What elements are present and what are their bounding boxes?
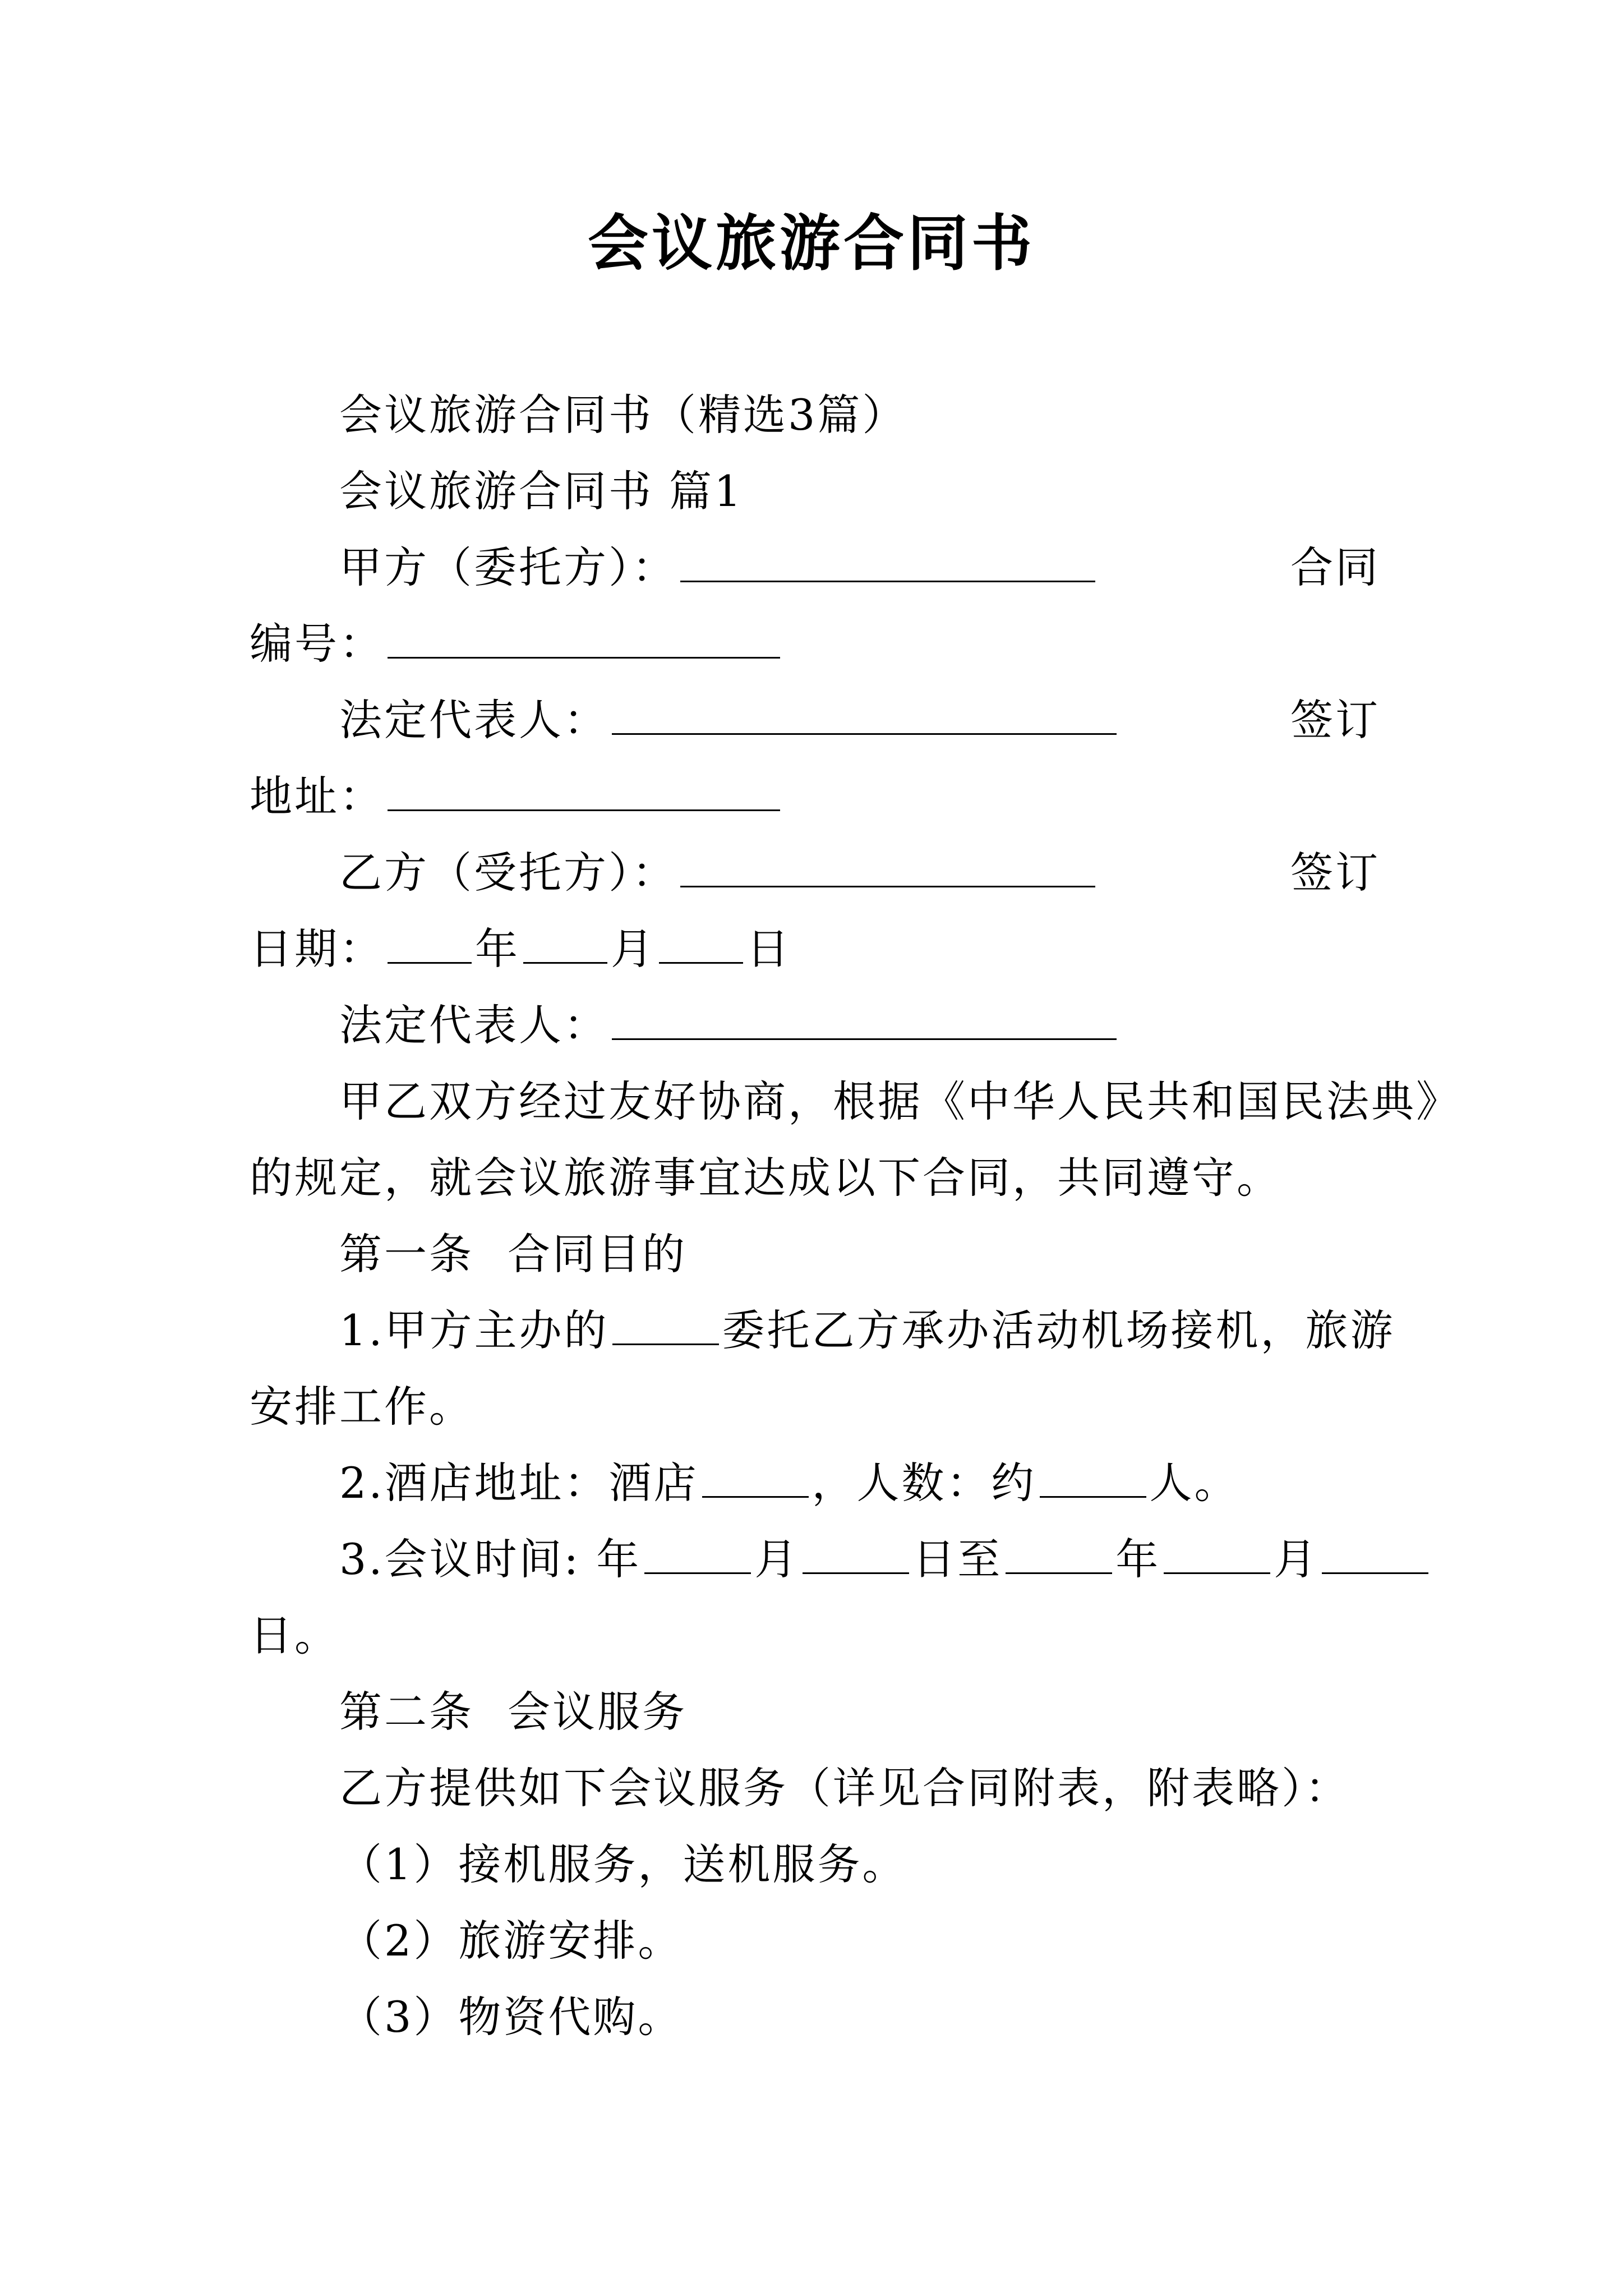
article-2-no: 第二条 <box>339 1687 474 1737</box>
article-2-heading <box>339 1684 687 1740</box>
sign-place-label-1: 签订 <box>1290 695 1380 745</box>
item-3-day-to: 日至 <box>912 1534 1003 1584</box>
legal-rep-a-label: 法定代表人： <box>339 695 608 745</box>
item-2-line <box>339 1455 1239 1511</box>
item-1-line-1 <box>339 1303 1395 1359</box>
item-3-text-a: 3.会议时间: 年 <box>339 1534 642 1584</box>
services-intro: 乙方提供如下会议服务（详见合同附表，附表略）： <box>339 1763 1350 1813</box>
party-b-label: 乙方（受托方）： <box>339 848 677 898</box>
item-3-year: 年 <box>1115 1534 1161 1584</box>
sign-date-label-1: 签订 <box>1290 848 1380 898</box>
meeting-end-month-blank <box>1164 1538 1270 1574</box>
sign-year-blank <box>388 927 472 964</box>
item-1-line-2: 安排工作。 <box>250 1382 474 1432</box>
sign-place-row <box>250 769 783 825</box>
day-label: 日 <box>746 924 791 974</box>
party-b-blank <box>680 851 1095 887</box>
contract-no-label-2: 编号： <box>250 619 384 669</box>
meeting-month-blank <box>803 1538 909 1574</box>
meeting-end-year-blank <box>1006 1538 1112 1574</box>
item-1-text-a: 1.甲方主办的 <box>339 1305 609 1355</box>
hotel-blank <box>702 1461 809 1498</box>
legal-rep-a-row <box>339 692 1120 748</box>
legal-rep-b-row <box>339 997 1120 1053</box>
article-1-no: 第一条 <box>339 1229 474 1279</box>
sign-place-blank <box>388 775 780 811</box>
party-a-label: 甲方（委托方）： <box>339 542 677 592</box>
legal-rep-b-label: 法定代表人： <box>339 1000 608 1050</box>
document-subtitle: 会议旅游合同书（精选3篇） <box>339 390 907 440</box>
sign-date-row <box>250 921 791 977</box>
service-1: （1）接机服务，送机服务。 <box>339 1839 907 1889</box>
item-1-text-b: 委托乙方承办活动机场接机，旅游 <box>722 1305 1395 1355</box>
year-label: 年 <box>475 924 520 974</box>
part-heading: 会议旅游合同书 篇1 <box>339 466 744 516</box>
article-1-heading <box>339 1226 687 1282</box>
party-a-row <box>339 540 1099 596</box>
article-1-title: 合同目的 <box>508 1229 687 1279</box>
contract-no-blank <box>388 622 780 659</box>
item-2-text-c: 人。 <box>1149 1458 1239 1508</box>
contract-no-label-1: 合同 <box>1290 542 1380 592</box>
intro-line-2: 的规定，就会议旅游事宜达成以下合同，共同遵守。 <box>250 1153 1281 1203</box>
legal-rep-a-blank <box>612 698 1117 735</box>
people-count-blank <box>1040 1461 1146 1498</box>
party-b-row <box>339 845 1099 901</box>
document-title: 会议旅游合同书 <box>587 209 1035 279</box>
item-3-line-1 <box>339 1531 1432 1588</box>
intro-line-1: 甲乙双方经过友好协商，根据《中华人民共和国民法典》 <box>339 1076 1461 1126</box>
item-3-month: 月 <box>754 1534 800 1584</box>
month-label: 月 <box>611 924 656 974</box>
sign-day-blank <box>659 927 743 964</box>
meeting-year-blank <box>644 1538 751 1574</box>
item-3-line-2: 日。 <box>250 1611 339 1660</box>
legal-rep-b-blank <box>612 1004 1117 1040</box>
article-2-title: 会议服务 <box>508 1687 687 1737</box>
sign-date-label-2: 日期： <box>250 924 384 974</box>
contract-no-row <box>250 616 783 672</box>
sign-place-label-2: 地址： <box>250 771 384 821</box>
service-3: （3）物资代购。 <box>339 1992 683 2042</box>
party-a-blank <box>680 546 1095 582</box>
service-2: （2）旅游安排。 <box>339 1916 683 1966</box>
item-2-text-b: ，人数：约 <box>811 1458 1036 1508</box>
item-1-blank <box>612 1309 719 1345</box>
item-2-text-a: 2.酒店地址：酒店 <box>339 1458 699 1508</box>
item-3-month2: 月 <box>1274 1534 1319 1584</box>
sign-month-blank <box>523 927 607 964</box>
meeting-end-day-blank <box>1322 1538 1428 1574</box>
